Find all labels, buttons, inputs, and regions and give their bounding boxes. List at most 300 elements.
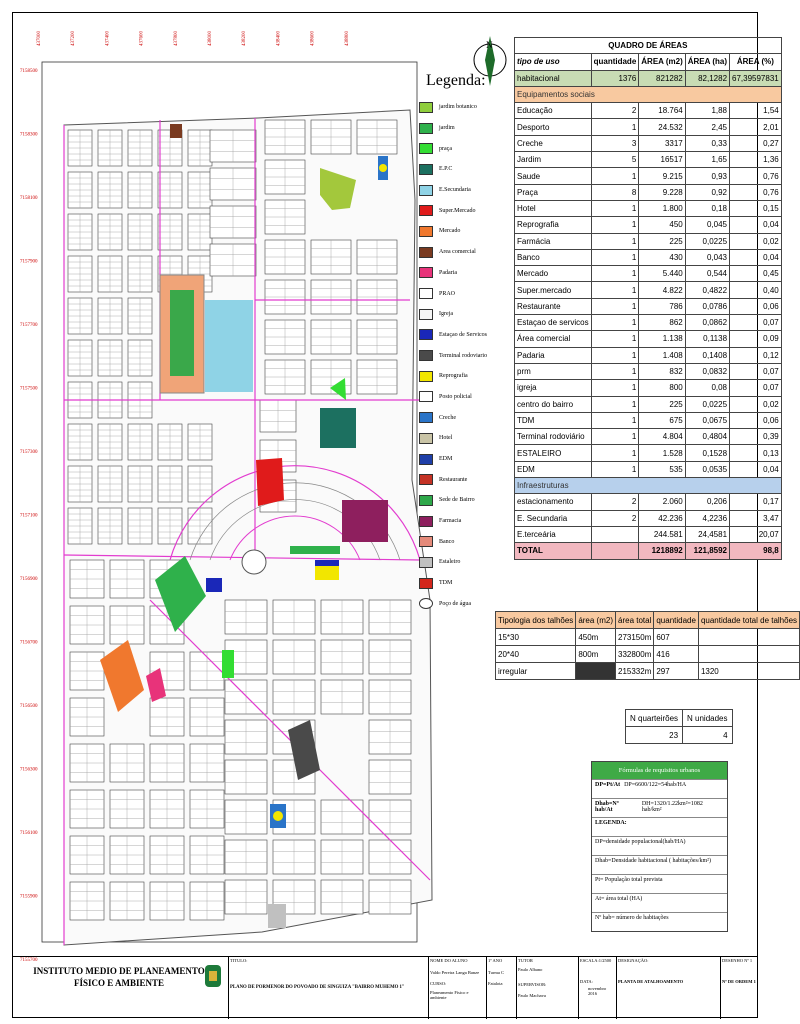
- table-cell: 607: [654, 629, 699, 646]
- table-cell: 1,88: [685, 103, 729, 119]
- table-cell: [698, 646, 799, 663]
- institution-name: INSTITUTO MEDIO DE PLANEAMENTO FÍSICO E AMBIENTE: [33, 966, 205, 988]
- legend-label: Super.Mercado: [439, 207, 476, 214]
- table-cell: Super.mercado: [515, 282, 592, 298]
- table-cell: 67,39597831: [730, 70, 782, 86]
- estaleiro: [268, 904, 286, 928]
- legend-swatch-icon: [419, 164, 433, 175]
- designacao: PLANTA DE ATALHOAMENTO: [618, 979, 684, 984]
- legend-swatch-icon: [419, 454, 433, 465]
- table-cell: 0,1408: [685, 347, 729, 363]
- coord-label: 7158300: [20, 132, 38, 138]
- legend-label: Restaurante: [439, 476, 468, 483]
- legend-item: [419, 490, 499, 511]
- table-cell: Jardim: [515, 152, 592, 168]
- table-cell: 20*40: [496, 646, 576, 663]
- table-cell: 2,45: [685, 119, 729, 135]
- table-row: [515, 331, 782, 347]
- table-cell: tipo de uso: [515, 54, 592, 70]
- coat-of-arms-icon: [202, 963, 224, 989]
- table-cell: 24.532: [639, 119, 685, 135]
- legend-item: [419, 469, 499, 490]
- legend-swatch-icon: [419, 391, 433, 402]
- table-cell: 832: [639, 363, 685, 379]
- table-cell: área total: [616, 612, 654, 629]
- table-cell: 0,02: [730, 396, 782, 412]
- legend-label: Estaleiro: [439, 559, 461, 566]
- table-cell: 3317: [639, 135, 685, 151]
- table-row: [515, 217, 782, 233]
- table-cell: 1: [591, 347, 639, 363]
- legend-item: [419, 159, 499, 180]
- table-cell: 1,36: [730, 152, 782, 168]
- legend-label: TDM: [439, 580, 453, 587]
- escola: Fatalota: [488, 981, 503, 986]
- table-cell: 0,04: [730, 461, 782, 477]
- table-cell: Praça: [515, 184, 592, 200]
- table-cell: 0,33: [685, 135, 729, 151]
- table-section-title: Equipamentos sociais: [515, 86, 782, 102]
- coord-label: 7155700: [20, 958, 38, 963]
- table-row: [515, 70, 782, 86]
- table-cell: área (m2): [576, 612, 616, 629]
- legend-swatch-icon: [419, 309, 433, 320]
- table-cell: EDM: [515, 461, 592, 477]
- table-cell: [698, 629, 799, 646]
- legend-label: jardim: [439, 125, 455, 132]
- table-cell: 4.804: [639, 429, 685, 445]
- legend-swatch-icon: [419, 474, 433, 485]
- ano-label: 1º ANO: [488, 958, 503, 963]
- nu-header: N unidades: [683, 710, 732, 727]
- table-cell: Área comercial: [515, 331, 592, 347]
- coord-label: 7157700: [20, 323, 38, 328]
- legend-item: [419, 200, 499, 221]
- aluno-label: NOME DO ALUNO: [430, 958, 468, 963]
- table-cell: Estaçao de servicos: [515, 315, 592, 331]
- table-cell: 0,0535: [685, 461, 729, 477]
- table-cell: 297: [654, 663, 699, 680]
- legend-label: Poço de água: [439, 600, 471, 607]
- legend-item: [419, 118, 499, 139]
- aluno: Valdo Pereira Langa Banze: [430, 970, 480, 975]
- table-cell: Mercado: [515, 266, 592, 282]
- legend-label: Posto policial: [439, 393, 472, 400]
- legend-item: [419, 138, 499, 159]
- table-cell: 416: [654, 646, 699, 663]
- coord-label: 438800: [344, 31, 350, 46]
- legend-item: [419, 263, 499, 284]
- coord-label: 7157300: [20, 450, 38, 455]
- legend-swatch-icon: [419, 143, 433, 154]
- table-cell: 1: [591, 217, 639, 233]
- blocks-count-table: [625, 709, 733, 744]
- formulas-title: Fórmulas de requisitos urbanos: [592, 762, 727, 779]
- f1-label: DP=Pt/At: [595, 782, 621, 788]
- table-cell: 244.581: [639, 526, 685, 542]
- table-section-title: QUADRO DE ÁREAS: [515, 38, 782, 54]
- table-cell: 0,04: [730, 249, 782, 265]
- coord-label: 7156700: [20, 640, 38, 646]
- table-cell: 225: [639, 396, 685, 412]
- nq-header: N quarteirões: [626, 710, 683, 727]
- area-table: [514, 37, 782, 560]
- table-cell: 0,206: [685, 494, 729, 510]
- table-cell: 4.822: [639, 282, 685, 298]
- coord-label: 7157900: [20, 259, 38, 265]
- table-row: [515, 478, 782, 494]
- table-cell: 0,09: [730, 331, 782, 347]
- table-row: [515, 315, 782, 331]
- turma: Turma C: [488, 970, 504, 975]
- table-row: [515, 412, 782, 428]
- nq-value: 23: [626, 727, 683, 744]
- coord-label: 437600: [139, 31, 145, 46]
- table-cell: E.terceária: [515, 526, 592, 542]
- table-row: [496, 646, 800, 663]
- supermarket: [256, 458, 284, 506]
- legend-swatch-icon: [419, 598, 433, 609]
- legend-label: praça: [439, 145, 452, 152]
- table-cell: 1: [591, 461, 639, 477]
- table-cell: 2.060: [639, 494, 685, 510]
- table-cell: 18.764: [639, 103, 685, 119]
- legend-item: [419, 407, 499, 428]
- coord-label: 437400: [105, 31, 111, 46]
- table-cell: centro do bairro: [515, 396, 592, 412]
- table-cell: 1: [591, 380, 639, 396]
- table-cell: habitacional: [515, 70, 592, 86]
- table-cell: Terminal rodoviário: [515, 429, 592, 445]
- formula-line: Nº hab= número de habitações: [592, 912, 727, 931]
- table-cell: 0,4822: [685, 282, 729, 298]
- f2-value: DH=1320/1.22km²=1082 hab/km²: [641, 801, 703, 813]
- table-row: [515, 86, 782, 102]
- table-cell: ESTALEIRO: [515, 445, 592, 461]
- table-row: [515, 168, 782, 184]
- coord-label: 437000: [37, 31, 42, 46]
- table-cell: 98,8: [730, 543, 782, 559]
- table-cell: 0,0675: [685, 412, 729, 428]
- table-row: [515, 266, 782, 282]
- table-cell: 1,54: [730, 103, 782, 119]
- table-cell: 24,4581: [685, 526, 729, 542]
- table-row: [515, 200, 782, 216]
- table-cell: 800: [639, 380, 685, 396]
- table-cell: 0,93: [685, 168, 729, 184]
- table-cell: 273150m: [616, 629, 654, 646]
- table-cell: 0,02: [730, 233, 782, 249]
- curso: Planeamento Físico e ambiente: [430, 990, 469, 1000]
- table-cell: 1: [591, 429, 639, 445]
- table-cell: [591, 526, 639, 542]
- table-cell: 0,07: [730, 363, 782, 379]
- legend-item: [419, 387, 499, 408]
- coord-label: 437800: [173, 31, 179, 46]
- table-cell: 121,8592: [685, 543, 729, 559]
- table-cell: E. Secundaria: [515, 510, 592, 526]
- supervisor: Paulo Machava: [518, 993, 546, 998]
- coord-label: 7157100: [20, 513, 38, 519]
- table-row: [515, 184, 782, 200]
- legend-item: [419, 366, 499, 387]
- table-cell: 800m: [576, 646, 616, 663]
- table-cell: 1: [591, 331, 639, 347]
- data-label: DATA:: [580, 979, 593, 984]
- table-cell: 0,0225: [685, 233, 729, 249]
- table-cell: TDM: [515, 412, 592, 428]
- table-cell: Restaurante: [515, 298, 592, 314]
- table-cell: 535: [639, 461, 685, 477]
- legend-item: [419, 97, 499, 118]
- coord-label: 7158100: [20, 196, 38, 201]
- table-cell: 5: [591, 152, 639, 168]
- legend-item: [419, 283, 499, 304]
- table-cell: quantidade total de talhões: [698, 612, 799, 629]
- table-row: [515, 543, 782, 559]
- legend-label: Igreja: [439, 311, 453, 318]
- legend-item: [419, 242, 499, 263]
- desenho-label: DESENHO Nº 1: [722, 958, 753, 963]
- table-cell: 1: [591, 282, 639, 298]
- table-cell: 0,76: [730, 168, 782, 184]
- table-row: [515, 282, 782, 298]
- legend-label: Farmacia: [439, 518, 462, 525]
- table-cell: 1.408: [639, 347, 685, 363]
- hospital: [170, 124, 182, 138]
- table-cell: 0,39: [730, 429, 782, 445]
- table-cell: 675: [639, 412, 685, 428]
- table-cell: 0,06: [730, 412, 782, 428]
- legend-swatch-icon: [419, 350, 433, 361]
- table-cell: 1: [591, 412, 639, 428]
- table-cell: 9.228: [639, 184, 685, 200]
- legend-swatch-icon: [419, 247, 433, 258]
- table-row: [496, 629, 800, 646]
- table-cell: 1: [591, 298, 639, 314]
- legend-label: Terminal rodoviario: [439, 352, 488, 359]
- table-row: [515, 363, 782, 379]
- legend-swatch-icon: [419, 288, 433, 299]
- table-cell: 1.138: [639, 331, 685, 347]
- legend-item: [419, 345, 499, 366]
- table-cell: 1: [591, 200, 639, 216]
- legend-item: [419, 552, 499, 573]
- legend-label: PRAO: [439, 290, 456, 297]
- table-cell: 20,07: [730, 526, 782, 542]
- tutor: Paulo Albano: [518, 967, 543, 972]
- legend-item: [419, 325, 499, 346]
- table-cell: 1: [591, 445, 639, 461]
- table-row: [496, 612, 800, 629]
- legend-swatch-icon: [419, 412, 433, 423]
- table-cell: 1: [591, 266, 639, 282]
- table-cell: 0,76: [730, 184, 782, 200]
- legend-swatch-icon: [419, 536, 433, 547]
- parking: [290, 546, 340, 554]
- legend-item: [419, 531, 499, 552]
- table-cell: 42.236: [639, 510, 685, 526]
- table-cell: 0,07: [730, 380, 782, 396]
- coord-label: 7158500: [20, 69, 38, 74]
- table-cell: [591, 543, 639, 559]
- coord-label: 7157500: [20, 386, 38, 392]
- legend-label: Sede de Bairro: [439, 497, 475, 504]
- table-section-title: Infraestruturas: [515, 478, 782, 494]
- coord-label: 7156900: [20, 577, 38, 582]
- table-cell: TOTAL: [515, 543, 592, 559]
- table-row: [515, 461, 782, 477]
- table-cell: 0,0832: [685, 363, 729, 379]
- legend-label: Banco: [439, 538, 455, 545]
- data: novembro 2016: [588, 986, 607, 996]
- table-cell: 1: [591, 315, 639, 331]
- table-cell: 0,08: [685, 380, 729, 396]
- table-cell: ÁREA (ha): [685, 54, 729, 70]
- table-cell: 0,4804: [685, 429, 729, 445]
- legend-swatch-icon: [419, 433, 433, 444]
- legend-item: [419, 221, 499, 242]
- table-cell: 862: [639, 315, 685, 331]
- table-cell: 0,27: [730, 135, 782, 151]
- legend-swatch-icon: [419, 371, 433, 382]
- table-cell: Desporto: [515, 119, 592, 135]
- table-cell: 0,043: [685, 249, 729, 265]
- legend-label: jardim botanico: [439, 104, 477, 111]
- table-cell: 0,12: [730, 347, 782, 363]
- legend-label: Padaria: [439, 269, 457, 276]
- table-cell: Creche: [515, 135, 592, 151]
- legend-item: [419, 180, 499, 201]
- table-cell: 0,07: [730, 315, 782, 331]
- epc: [320, 408, 356, 448]
- secondary-school: [205, 300, 253, 392]
- legend-swatch-icon: [419, 329, 433, 340]
- table-row: [515, 119, 782, 135]
- table-cell: Hotel: [515, 200, 592, 216]
- ordem-label: Nº DE ORDEM 1: [722, 979, 756, 984]
- table-cell: 0,1528: [685, 445, 729, 461]
- titulo: PLANO DE PORMENOR DO POVOADO DE SINGUIZA "BAIRRO MUHEMO 1": [230, 985, 405, 990]
- escala-label: ESCALA:1/2500: [580, 958, 612, 963]
- table-cell: prm: [515, 363, 592, 379]
- table-cell: 3: [591, 135, 639, 151]
- table-cell: 0,544: [685, 266, 729, 282]
- formulas-box: [591, 761, 728, 932]
- table-row: [515, 249, 782, 265]
- f2-label: Dhab=Nº hab/At: [595, 801, 619, 813]
- pharmacy: [342, 500, 388, 542]
- legend-swatch-icon: [419, 102, 433, 113]
- table-row: [515, 38, 782, 54]
- table-cell: 1: [591, 363, 639, 379]
- legend-item: [419, 428, 499, 449]
- table-row: [515, 103, 782, 119]
- table-cell: 1.800: [639, 200, 685, 216]
- legend-swatch-icon: [419, 226, 433, 237]
- supervisor-label: SUPERVISOR:: [518, 982, 547, 987]
- table-cell: 0,04: [730, 217, 782, 233]
- table-row: [515, 429, 782, 445]
- table-cell: [576, 663, 616, 680]
- legend-item: [419, 511, 499, 532]
- coord-label: 438400: [276, 31, 282, 46]
- coord-label: 438600: [310, 31, 316, 46]
- table-cell: 0,1138: [685, 331, 729, 347]
- formula-line: DP=densidade populacional(hab/HA): [592, 836, 727, 855]
- table-cell: 9.215: [639, 168, 685, 184]
- table-cell: 1: [591, 233, 639, 249]
- table-cell: 0,92: [685, 184, 729, 200]
- table-row: [515, 494, 782, 510]
- table-cell: 4,2236: [685, 510, 729, 526]
- table-cell: 2: [591, 103, 639, 119]
- table-cell: Saude: [515, 168, 592, 184]
- legend-item: [419, 573, 499, 594]
- formula-line: Pt= População total prevista: [592, 874, 727, 893]
- table-cell: 450: [639, 217, 685, 233]
- table-cell: 0,045: [685, 217, 729, 233]
- coord-label: 437200: [71, 31, 77, 46]
- table-cell: 1: [591, 119, 639, 135]
- legend-swatch-icon: [419, 267, 433, 278]
- coord-label: 438000: [208, 31, 213, 46]
- legend-swatch-icon: [419, 123, 433, 134]
- formula-line: Dhab=Densidade habitacional ( habitações/km²): [592, 855, 727, 874]
- table-cell: 2,01: [730, 119, 782, 135]
- legend-item: [419, 594, 499, 615]
- legend-item: [419, 449, 499, 470]
- table-cell: ÁREA (%): [730, 54, 782, 70]
- table-cell: Banco: [515, 249, 592, 265]
- coord-label: 7156500: [20, 704, 38, 709]
- table-cell: ÁREA (m2): [639, 54, 685, 70]
- table-row: [515, 298, 782, 314]
- legend-title: Legenda:: [426, 72, 486, 89]
- table-cell: 0,45: [730, 266, 782, 282]
- formula-line: At= área total (HA): [592, 893, 727, 912]
- table-cell: irregular: [496, 663, 576, 680]
- legend-label: Mercado: [439, 228, 461, 235]
- designacao-label: DESIGNAÇÃO:: [618, 958, 649, 963]
- table-cell: estacionamento: [515, 494, 592, 510]
- table-cell: 430: [639, 249, 685, 265]
- table-cell: 0,18: [685, 200, 729, 216]
- table-cell: Tipologia dos talhões: [496, 612, 576, 629]
- legend-swatch-icon: [419, 516, 433, 527]
- table-cell: 0,06: [730, 298, 782, 314]
- table-cell: 0,13: [730, 445, 782, 461]
- legend-item: [419, 304, 499, 325]
- table-cell: 821282: [639, 70, 685, 86]
- legend-label: EDM: [439, 456, 453, 463]
- table-row: [515, 347, 782, 363]
- table-cell: 0,0786: [685, 298, 729, 314]
- table-row: [515, 445, 782, 461]
- table-cell: quantidade: [591, 54, 639, 70]
- legend-label: Estaçao de Servicos: [439, 331, 487, 338]
- legend-label: E.Secundaria: [439, 187, 471, 194]
- table-row: [515, 135, 782, 151]
- table-cell: quantidade: [654, 612, 699, 629]
- table-cell: 1.528: [639, 445, 685, 461]
- table-row: [496, 663, 800, 680]
- table-cell: 1: [591, 249, 639, 265]
- legend-label: Hotel: [439, 435, 453, 442]
- curso-label: CURSO:: [430, 981, 447, 986]
- f1-value: DP=6600/122=54hab/HA: [624, 782, 687, 788]
- table-cell: 2: [591, 510, 639, 526]
